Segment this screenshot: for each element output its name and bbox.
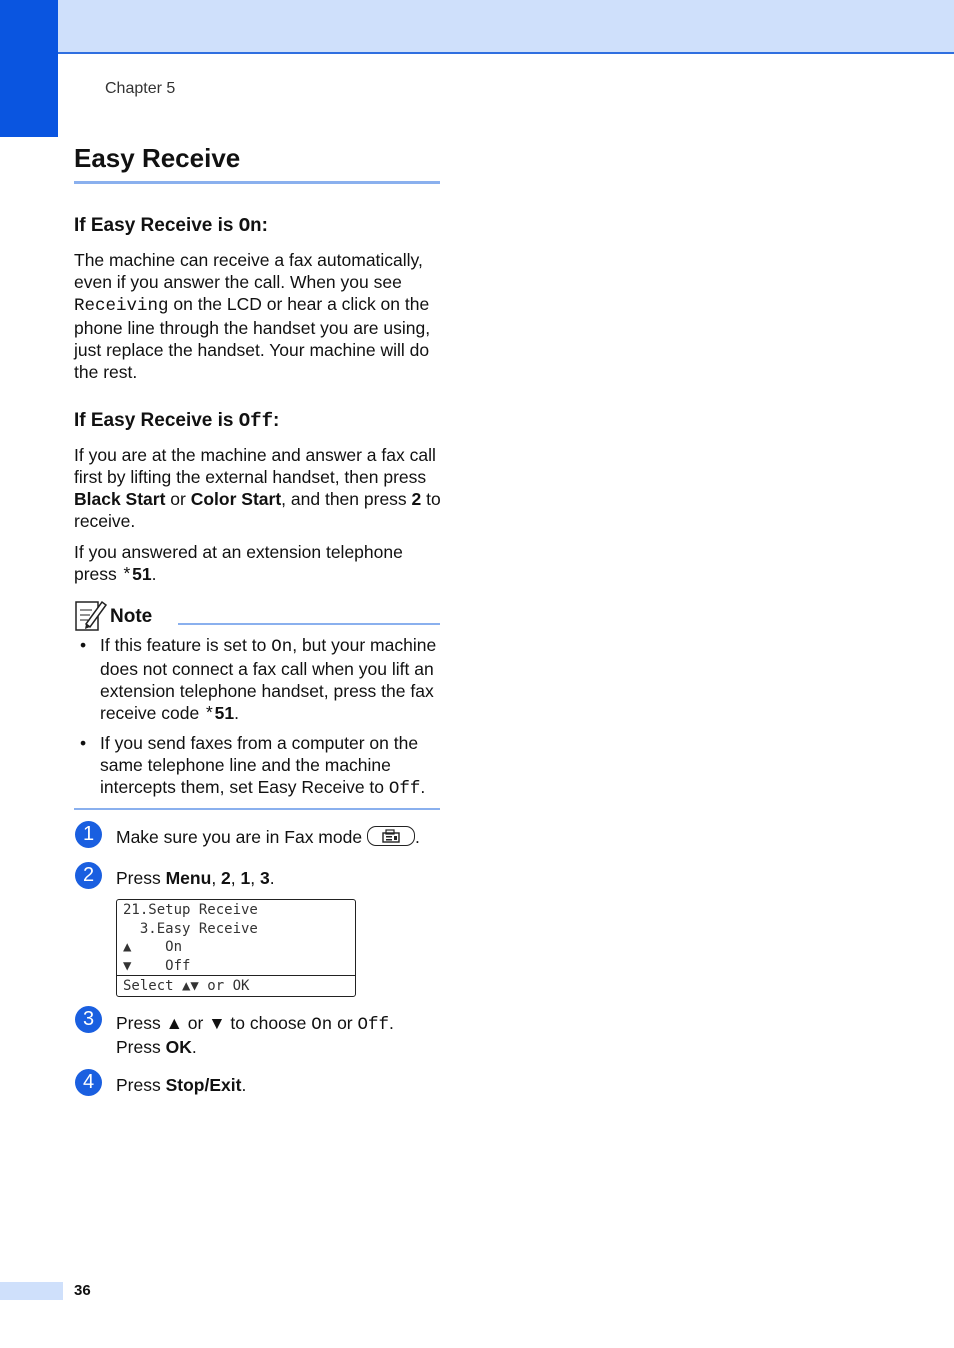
heading-easy-receive-on: If Easy Receive is On: xyxy=(74,215,268,237)
note-title: Note xyxy=(110,606,153,627)
lcd-line-1: 21.Setup Receive xyxy=(123,902,258,918)
step-number-2: 2 xyxy=(75,862,102,889)
step-number-4: 4 xyxy=(75,1069,102,1096)
header-band xyxy=(58,0,954,54)
note-pencil-icon xyxy=(74,598,108,632)
title-rule xyxy=(74,181,440,184)
step-2-text: Press Menu, 2, 1, 3. xyxy=(116,868,275,888)
lcd-line-5: Select ▲▼ or OK xyxy=(123,978,250,994)
note-rule xyxy=(178,623,440,625)
chapter-label: Chapter 5 xyxy=(105,80,176,97)
fax-mode-icon xyxy=(367,826,415,846)
step-number-3: 3 xyxy=(75,1006,102,1033)
lcd-divider xyxy=(117,975,355,976)
footer-band xyxy=(0,1282,63,1300)
paragraph-off-1: If you are at the machine and answer a fax call first by lifting the external handset, then press Black Start or Color Start, and then press 2 to receive. xyxy=(74,445,441,531)
down-arrow-icon: ▼ xyxy=(208,1013,226,1033)
lcd-display xyxy=(116,899,356,997)
note-header xyxy=(74,598,440,632)
step-4-text: Press Stop/Exit. xyxy=(116,1075,247,1095)
step-1-text: Make sure you are in Fax mode . xyxy=(116,827,420,847)
chapter-tab xyxy=(0,0,58,137)
note-rule-bottom xyxy=(74,808,440,810)
lcd-line-2: 3.Easy Receive xyxy=(123,921,258,937)
page-title: Easy Receive xyxy=(74,143,241,173)
heading-easy-receive-off: If Easy Receive is Off: xyxy=(74,410,280,432)
paragraph-off-2: If you answered at an extension telephone press *51. xyxy=(74,542,403,586)
lcd-line-4: ▼ Off xyxy=(123,958,191,974)
lcd-line-3: ▲ On xyxy=(123,939,183,955)
step-3-text: Press ▲ or ▼ to choose On or Off. Press OK. xyxy=(116,1013,394,1057)
step-number-1: 1 xyxy=(75,821,102,848)
up-arrow-icon: ▲ xyxy=(165,1013,183,1033)
page-number: 36 xyxy=(74,1282,91,1299)
paragraph-on: The machine can receive a fax automatically, even if you answer the call. When you see Receiving on the LCD or hear a click on the phone line through the handset you are using, just replace the handset. Your machine will do the rest. xyxy=(74,250,431,382)
